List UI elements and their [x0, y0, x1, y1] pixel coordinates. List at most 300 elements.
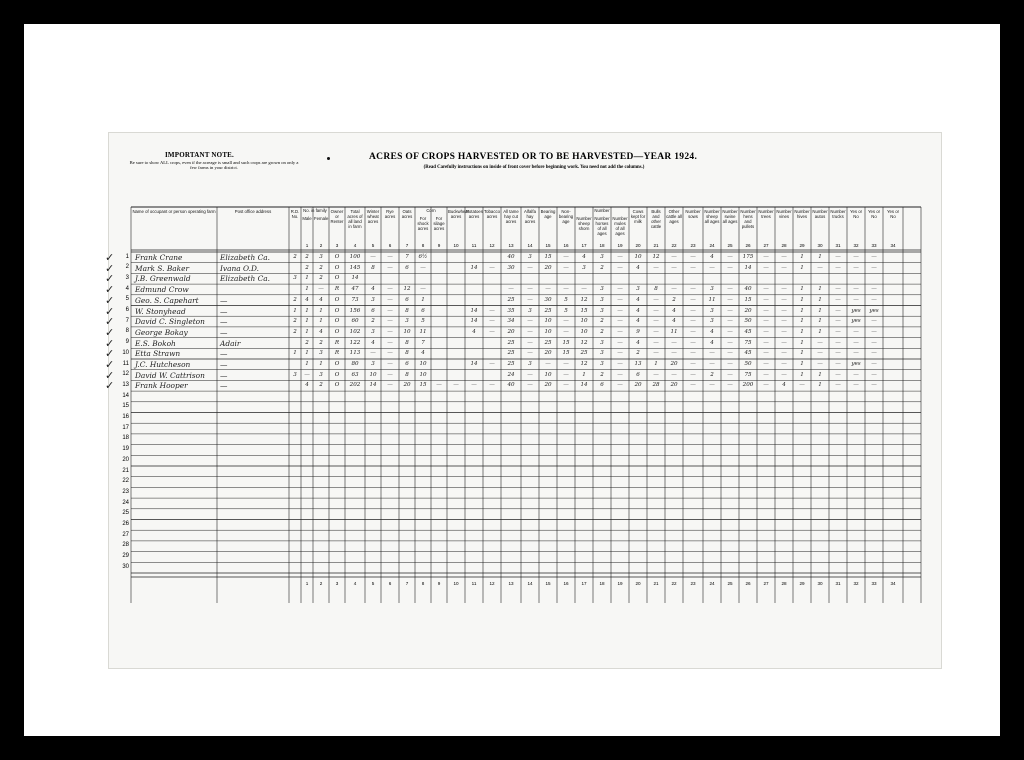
cell-value: — — [690, 339, 696, 346]
cell-value: 60 — [351, 318, 359, 325]
footer-column-number: 1 — [305, 581, 309, 586]
cell-value: — — [671, 350, 677, 357]
cell-value: — — [817, 361, 823, 367]
cell-value: R — [334, 286, 340, 293]
cell-value: 1 — [319, 307, 323, 314]
cell-value: 2 — [672, 296, 676, 303]
cell-value: 2 — [305, 264, 309, 271]
cell-value: 3 — [371, 296, 375, 303]
column-number: 6 — [388, 243, 392, 248]
column-number: 20 — [635, 243, 641, 248]
column-header: Name of occupant or person operating farm — [132, 209, 216, 214]
rd-number: 1 — [293, 350, 297, 357]
cell-value: 6 — [405, 264, 409, 271]
footer-column-number: 34 — [890, 581, 896, 586]
column-header: Cows kept for milk — [630, 209, 646, 224]
cell-value: — — [563, 371, 569, 378]
column-header: Female — [314, 216, 329, 221]
cell-value: — — [370, 350, 376, 357]
post-office-address: Adair — [220, 338, 241, 348]
column-header: Number sheep all ages — [704, 209, 720, 224]
cell-value: — — [871, 328, 877, 335]
column-header: Number hives — [794, 209, 810, 219]
cell-value: 10 — [403, 328, 411, 335]
cell-value: 20 — [744, 307, 752, 314]
cell-value: 3 — [528, 254, 532, 260]
cell-value: — — [727, 328, 733, 335]
column-header: Number vines — [776, 209, 792, 219]
cell-value: — — [545, 286, 551, 293]
cell-value: 13 — [634, 361, 642, 367]
cell-value: — — [871, 371, 877, 378]
footer-column-number: 28 — [781, 581, 787, 586]
cell-value: — — [817, 350, 823, 357]
tally-check-mark: ✓ — [105, 336, 115, 350]
footer-column-number: 11 — [471, 581, 477, 586]
column-number: 10 — [453, 243, 459, 248]
occupant-name: Mark S. Baker — [135, 263, 190, 273]
cell-value: — — [671, 286, 677, 293]
cell-value: 2 — [319, 382, 323, 389]
column-number: 26 — [745, 243, 751, 248]
cell-value: 35 — [507, 307, 515, 314]
cell-value: — — [527, 296, 533, 303]
row-number: 13 — [122, 381, 129, 388]
cell-value: 45 — [744, 328, 752, 335]
group-header-persons: No. in family — [303, 208, 327, 213]
cell-value: O — [334, 328, 340, 335]
cell-value: 50 — [744, 318, 752, 325]
column-header: Yes or No — [867, 209, 881, 219]
cell-value: — — [727, 296, 733, 303]
form-title: ACRES OF CROPS HARVESTED OR TO BE HARVESTED—YEAR 1924. — [369, 152, 698, 162]
cell-value: 15 — [544, 254, 552, 260]
cell-value: — — [871, 350, 877, 357]
cell-value: 4 — [472, 328, 476, 335]
cell-value: 1 — [800, 328, 804, 335]
cell-value: 6½ — [418, 254, 428, 260]
cell-value: 1 — [818, 318, 822, 325]
footer-column-number: 15 — [545, 581, 551, 586]
column-number: 15 — [545, 243, 551, 248]
column-header: Bulls and other cattle — [650, 209, 662, 229]
footer-column-number: 25 — [727, 581, 733, 586]
tally-check-mark: ✓ — [105, 347, 115, 361]
cell-value: 2 — [600, 318, 604, 325]
row-number: 16 — [122, 414, 129, 420]
post-office-address: — — [220, 327, 228, 337]
cell-value: — — [653, 307, 659, 314]
column-number: 5 — [371, 243, 375, 248]
cell-value: — — [387, 328, 393, 335]
cell-value: 10 — [544, 328, 552, 335]
cell-value: — — [871, 361, 877, 367]
cell-value: 4 — [305, 382, 309, 389]
cell-value: — — [563, 264, 569, 271]
tally-check-mark: ✓ — [105, 272, 115, 286]
cell-value: — — [387, 296, 393, 303]
column-header: Non-bearing age — [558, 209, 574, 224]
row-number: 11 — [122, 360, 129, 367]
cell-value: — — [563, 361, 569, 367]
note-title: IMPORTANT NOTE. — [165, 151, 235, 159]
cell-value: — — [653, 350, 659, 357]
cell-value: 6 — [371, 307, 375, 314]
column-header: Buckwheat acres — [448, 209, 470, 219]
column-number: 2 — [319, 243, 323, 248]
cell-value: — — [781, 350, 787, 357]
cell-value: — — [690, 254, 696, 260]
cell-value: — — [709, 264, 715, 271]
cell-value: — — [304, 371, 310, 378]
cell-value: 1 — [305, 286, 309, 293]
column-header: Number sheep shorn — [576, 216, 592, 231]
cell-value: — — [781, 371, 787, 378]
column-number: 25 — [727, 243, 733, 248]
cell-value: 75 — [744, 339, 752, 346]
cell-value: — — [781, 328, 787, 335]
column-number: 8 — [421, 243, 425, 248]
cell-value: 1 — [421, 296, 425, 303]
row-number: 26 — [122, 521, 129, 527]
cell-value: — — [727, 350, 733, 357]
cell-value: — — [781, 296, 787, 303]
occupant-name: David W. Cattrison — [135, 370, 205, 380]
post-office-address: — — [220, 349, 228, 359]
column-number: 7 — [405, 243, 409, 248]
cell-value: 40 — [744, 286, 752, 293]
cell-value: 3 — [405, 318, 409, 325]
cell-value: 75 — [744, 371, 752, 378]
cell-value: 100 — [349, 254, 361, 260]
cell-value: 3 — [600, 307, 604, 314]
occupant-name: E.S. Bokoh — [135, 338, 176, 348]
cell-value: 15 — [580, 307, 588, 314]
cell-value: — — [489, 382, 495, 389]
tally-check-mark: ✓ — [105, 251, 115, 264]
cell-value: 1 — [818, 254, 822, 260]
cell-value: 1 — [800, 371, 804, 378]
cell-value: 5 — [564, 296, 568, 303]
cell-value: — — [489, 328, 495, 335]
cell-value: 11 — [419, 328, 427, 335]
column-number: 27 — [763, 243, 769, 248]
cell-value: — — [781, 318, 787, 325]
cell-value: — — [853, 382, 859, 389]
page — [24, 24, 1000, 736]
footer-column-number: 13 — [508, 581, 514, 586]
cell-value: 8 — [405, 307, 409, 314]
cell-value: 2 — [600, 264, 604, 271]
post-office-address: — — [220, 317, 228, 327]
cell-value: — — [835, 382, 841, 389]
cell-value: — — [781, 286, 787, 293]
cell-value: 12 — [403, 286, 411, 293]
cell-value: 4 — [371, 286, 375, 293]
column-header: Oats acres — [401, 209, 413, 219]
footer-column-number: 29 — [799, 581, 805, 586]
cell-value: — — [387, 318, 393, 325]
cell-value: — — [545, 361, 551, 367]
cell-value: 20 — [544, 350, 552, 357]
row-number: 4 — [125, 285, 129, 292]
footer-column-number: 21 — [653, 581, 659, 586]
cell-value: yes — [851, 318, 861, 325]
cell-value: — — [835, 296, 841, 303]
cell-value: 14 — [580, 382, 588, 389]
footer-column-number: 16 — [563, 581, 569, 586]
row-number: 2 — [125, 264, 129, 271]
column-header: Yes or No — [849, 209, 863, 219]
cell-value: — — [653, 328, 659, 335]
cell-value: 102 — [349, 328, 361, 335]
cell-value: 7 — [421, 339, 425, 346]
cell-value: 4 — [636, 339, 640, 346]
cell-value: 24 — [507, 371, 515, 378]
cell-value: — — [853, 286, 859, 293]
cell-value: — — [763, 286, 769, 293]
cell-value: — — [527, 286, 533, 293]
cell-value: — — [763, 339, 769, 346]
cell-value: — — [763, 264, 769, 271]
cell-value: 4 — [582, 254, 586, 260]
cell-value: 4 — [636, 318, 640, 325]
row-number: 9 — [125, 339, 129, 346]
cell-value: 4 — [305, 296, 309, 303]
cell-value: 3 — [600, 286, 604, 293]
tally-check-mark: ✓ — [105, 293, 115, 307]
cell-value: — — [653, 339, 659, 346]
column-number: 29 — [799, 243, 805, 248]
cell-value: — — [763, 296, 769, 303]
row-number: 25 — [122, 510, 129, 517]
cell-value: — — [527, 339, 533, 346]
post-office-address: Elizabeth Ca. — [220, 274, 271, 284]
row-number: 30 — [122, 563, 129, 570]
cell-value: — — [617, 296, 623, 303]
cell-value: — — [617, 264, 623, 271]
cell-value: yes — [851, 307, 861, 314]
cell-value: — — [817, 264, 823, 271]
occupant-name: Geo. S. Capehart — [135, 295, 199, 305]
row-number: 12 — [122, 371, 129, 378]
cell-value: — — [489, 264, 495, 271]
cell-value: — — [387, 264, 393, 271]
cell-value: — — [763, 254, 769, 260]
cell-value: — — [835, 339, 841, 346]
cell-value: 6 — [421, 307, 425, 314]
cell-value: 1 — [305, 275, 309, 282]
rd-number: 2 — [293, 318, 297, 325]
cell-value: — — [617, 361, 623, 367]
cell-value: — — [617, 371, 623, 378]
cell-value: — — [871, 318, 877, 325]
cell-value: — — [617, 318, 623, 325]
group-header-number: Number — [594, 208, 610, 213]
cell-value: 113 — [349, 350, 361, 357]
column-number: 28 — [781, 243, 787, 248]
cell-value: 10 — [544, 371, 552, 378]
column-number: 4 — [353, 243, 357, 248]
footer-column-number: 20 — [635, 581, 641, 586]
tally-check-mark: ✓ — [105, 325, 115, 339]
cell-value: 6 — [405, 361, 409, 367]
cell-value: — — [387, 286, 393, 293]
rd-number: 2 — [293, 328, 297, 335]
footer-column-number: 32 — [853, 581, 859, 586]
cell-value: 15 — [562, 339, 570, 346]
cell-value: — — [563, 286, 569, 293]
cell-value: 3 — [600, 361, 604, 367]
column-header: Bearing age — [540, 209, 556, 219]
row-number: 17 — [122, 424, 129, 431]
cell-value: 2 — [305, 339, 309, 346]
tally-check-mark: ✓ — [105, 283, 115, 297]
cell-value: 5 — [421, 318, 425, 325]
cell-value: — — [387, 339, 393, 346]
cell-value: 40 — [507, 382, 515, 389]
cell-value: 3 — [319, 350, 323, 357]
column-header: Rye acres — [384, 209, 396, 219]
cell-value: 1 — [800, 350, 804, 357]
cell-value: — — [318, 286, 324, 293]
cell-value: — — [387, 307, 393, 314]
cell-value: 4 — [672, 307, 676, 314]
cell-value: 10 — [369, 371, 377, 378]
cell-value: 3 — [528, 307, 532, 314]
cell-value: — — [617, 307, 623, 314]
footer-column-number: 9 — [437, 581, 441, 586]
cell-value: 40 — [507, 254, 515, 260]
cell-value: — — [617, 382, 623, 389]
cell-value: 15 — [562, 350, 570, 357]
cell-value: 12 — [580, 296, 588, 303]
post-office-address: — — [220, 360, 228, 369]
cell-value: 3 — [600, 350, 604, 357]
cell-value: 14 — [369, 382, 377, 389]
cell-value: — — [690, 350, 696, 357]
cell-value: — — [387, 350, 393, 357]
cell-value: 4 — [710, 328, 714, 335]
cell-value: — — [781, 361, 787, 367]
cell-value: — — [690, 328, 696, 335]
row-number: 20 — [122, 456, 129, 463]
column-number: 1 — [305, 243, 309, 248]
cell-value: — — [653, 318, 659, 325]
cell-value: 25 — [544, 307, 552, 314]
cell-value: 28 — [652, 382, 660, 389]
cell-value: — — [690, 361, 696, 367]
row-number: 19 — [122, 446, 129, 453]
cell-value: 14 — [351, 275, 359, 282]
cell-value: 1 — [800, 286, 804, 293]
footer-column-number: 2 — [319, 581, 323, 586]
rd-number: 3 — [293, 275, 297, 282]
column-number: 32 — [853, 243, 859, 248]
footer-column-number: 14 — [527, 581, 533, 586]
cell-value: — — [370, 254, 376, 260]
cell-value: 2 — [319, 264, 323, 271]
cell-value: — — [781, 339, 787, 346]
cell-value: 2 — [600, 371, 604, 378]
cell-value: — — [690, 286, 696, 293]
cell-value: — — [727, 371, 733, 378]
column-number: 13 — [508, 243, 514, 248]
cell-value: — — [853, 296, 859, 303]
cell-value: 1 — [319, 318, 323, 325]
cell-value: 25 — [507, 350, 515, 357]
cell-value: — — [781, 264, 787, 271]
row-number: 14 — [122, 392, 129, 399]
cell-value: — — [727, 264, 733, 271]
cell-value: 4 — [319, 296, 323, 303]
column-number: 23 — [690, 243, 696, 248]
cell-value: — — [727, 339, 733, 346]
cell-value: 8 — [405, 371, 409, 378]
row-number: 7 — [125, 317, 129, 324]
cell-value: 3 — [371, 361, 375, 367]
cell-value: O — [334, 382, 340, 389]
cell-value: 1 — [319, 361, 323, 367]
cell-value: 2 — [371, 318, 375, 325]
post-office-address: — — [220, 295, 228, 305]
cell-value: 4 — [636, 307, 640, 314]
occupant-name: Frank Hooper — [135, 381, 188, 391]
cell-value: 15 — [744, 296, 752, 303]
cell-value: O — [334, 307, 340, 314]
tally-check-mark: ✓ — [105, 379, 115, 393]
cell-value: — — [709, 361, 715, 367]
cell-value: 5 — [564, 307, 568, 314]
cell-value: 20 — [670, 382, 678, 389]
cell-value: 10 — [419, 371, 427, 378]
cell-value: — — [835, 328, 841, 335]
cell-value: 2 — [710, 371, 714, 378]
cell-value: — — [690, 264, 696, 271]
cell-value: 1 — [305, 361, 309, 367]
cell-value: 47 — [351, 286, 359, 293]
cell-value: 10 — [580, 328, 588, 335]
cell-value: — — [763, 318, 769, 325]
cell-value: yes — [851, 361, 861, 367]
cell-value: — — [709, 350, 715, 357]
cell-value: 14 — [470, 307, 478, 314]
cell-value: — — [563, 328, 569, 335]
cell-value: 1 — [818, 296, 822, 303]
cell-value: 1 — [305, 350, 309, 357]
cell-value: 20 — [544, 382, 552, 389]
cell-value: — — [853, 264, 859, 271]
cell-value: — — [835, 264, 841, 271]
cell-value: — — [563, 254, 569, 260]
row-number: 6 — [125, 307, 129, 313]
rd-number: 2 — [293, 296, 297, 303]
column-header: Number horses of all ages — [594, 216, 610, 236]
cell-value: — — [835, 307, 841, 314]
cell-value: 1 — [800, 296, 804, 303]
cell-value: 1 — [800, 254, 804, 260]
cell-value: 4 — [710, 254, 714, 260]
cell-value: 1 — [818, 382, 822, 389]
cell-value: — — [763, 307, 769, 314]
note-body: Be sure to show ALL crops, even if the acreage is small and such crops are grown on only a few farms in your district. — [129, 160, 299, 171]
footer-column-number: 8 — [421, 581, 425, 586]
footer-column-number: 22 — [671, 581, 677, 586]
cell-value: — — [471, 382, 477, 389]
column-number: 17 — [581, 243, 587, 248]
column-number: 9 — [437, 243, 441, 248]
cell-value: 20 — [634, 382, 642, 389]
